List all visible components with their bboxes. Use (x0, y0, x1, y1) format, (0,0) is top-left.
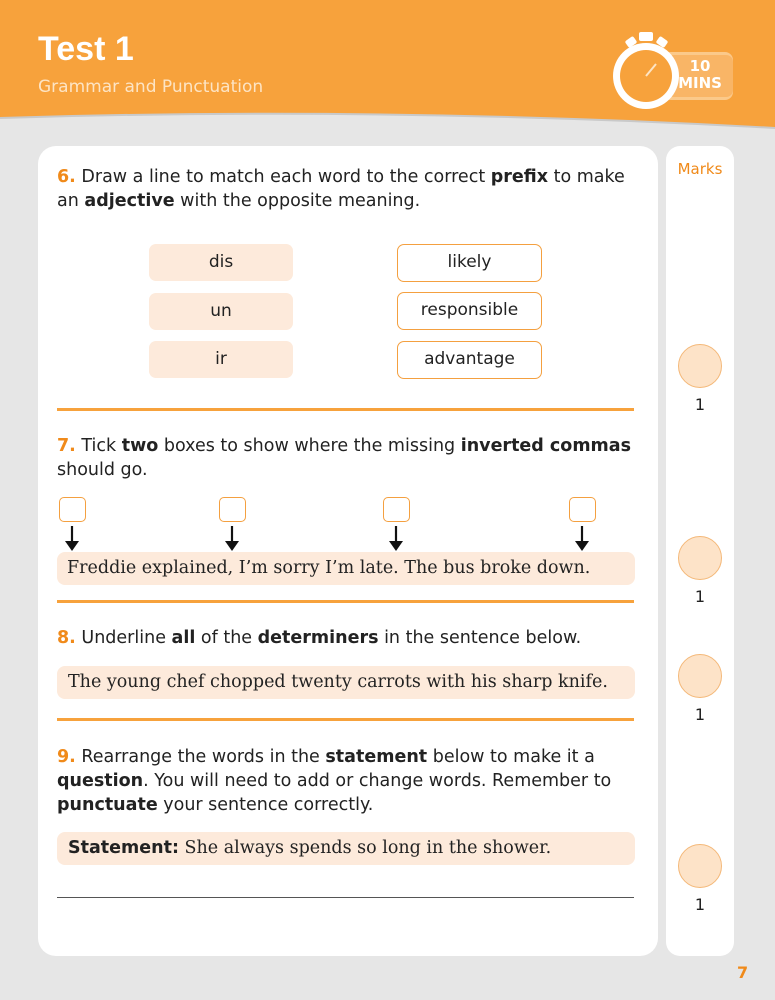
prefix-ir[interactable]: ir (149, 341, 293, 378)
question-9-text (57, 745, 637, 817)
question-keyword: determiners (257, 628, 379, 648)
arrow-down-icon (65, 526, 79, 552)
mark-box-q9[interactable] (678, 844, 722, 888)
divider (57, 408, 634, 411)
arrow-down-icon (389, 526, 403, 552)
question-text-run: boxes to show where the missing (158, 436, 461, 456)
question-7-text (57, 434, 637, 482)
arrow-down-icon (225, 526, 239, 552)
question-number: 6. (57, 167, 76, 187)
tick-box-4[interactable] (569, 497, 596, 522)
timer-number: 10 (689, 57, 711, 75)
timer-unit: MINS (678, 74, 722, 92)
question-9-statement (57, 832, 635, 865)
question-keyword: question (57, 771, 144, 791)
question-text-run: . You will need to add or change words. Remember to (143, 771, 612, 791)
question-keyword: all (171, 628, 196, 648)
question-8-sentence[interactable]: The young chef chopped twenty carrots with his sharp knife. (57, 666, 635, 699)
question-text-run: Draw a line to match each word to the correct (81, 167, 491, 187)
question-keyword: adjective (84, 191, 175, 211)
mark-value-q9: 1 (694, 895, 706, 914)
question-7-sentence: Freddie explained, I’m sorry I’m late. The bus broke down. (57, 552, 635, 585)
test-subtitle: Grammar and Punctuation (38, 77, 264, 97)
page-number: 7 (737, 963, 749, 982)
question-text-run: to make an (57, 167, 625, 211)
word-responsible[interactable]: responsible (397, 292, 542, 330)
question-text-run: in the sentence below. (378, 628, 582, 648)
tick-box-2[interactable] (219, 497, 246, 522)
question-text-run: with the opposite meaning. (174, 191, 421, 211)
statement-text: She always spends so long in the shower. (184, 838, 552, 858)
word-likely[interactable]: likely (397, 244, 542, 282)
mark-value-q6: 1 (694, 395, 706, 414)
question-6-text (57, 165, 637, 213)
question-text-run: should go. (57, 460, 148, 480)
mark-box-q7[interactable] (678, 536, 722, 580)
question-text-run: your sentence correctly. (157, 795, 374, 815)
timer-label (668, 58, 732, 92)
tick-box-3[interactable] (383, 497, 410, 522)
answer-line[interactable] (57, 897, 634, 898)
question-text-run: below to make it a (427, 747, 595, 767)
mark-box-q6[interactable] (678, 344, 722, 388)
mark-value-q8: 1 (694, 705, 706, 724)
question-keyword: two (121, 436, 159, 456)
statement-label: Statement: (68, 838, 179, 858)
question-keyword: inverted commas (460, 436, 632, 456)
word-advantage[interactable]: advantage (397, 341, 542, 379)
question-text-run: Underline (81, 628, 172, 648)
question-number: 7. (57, 436, 76, 456)
divider (57, 600, 634, 603)
prefix-dis[interactable]: dis (149, 244, 293, 281)
divider (57, 718, 634, 721)
question-text-run: Tick (81, 436, 122, 456)
question-8-text (57, 626, 637, 650)
question-keyword: statement (325, 747, 428, 767)
question-number: 8. (57, 628, 76, 648)
arrow-down-icon (575, 526, 589, 552)
mark-box-q8[interactable] (678, 654, 722, 698)
mark-value-q7: 1 (694, 587, 706, 606)
question-keyword: punctuate (57, 795, 158, 815)
question-number: 9. (57, 747, 76, 767)
tick-box-1[interactable] (59, 497, 86, 522)
question-text-run: of the (195, 628, 258, 648)
marks-title: Marks (677, 160, 723, 178)
test-title: Test 1 (38, 30, 134, 68)
question-keyword: prefix (490, 167, 549, 187)
question-text-run: Rearrange the words in the (81, 747, 326, 767)
prefix-un[interactable]: un (149, 293, 293, 330)
